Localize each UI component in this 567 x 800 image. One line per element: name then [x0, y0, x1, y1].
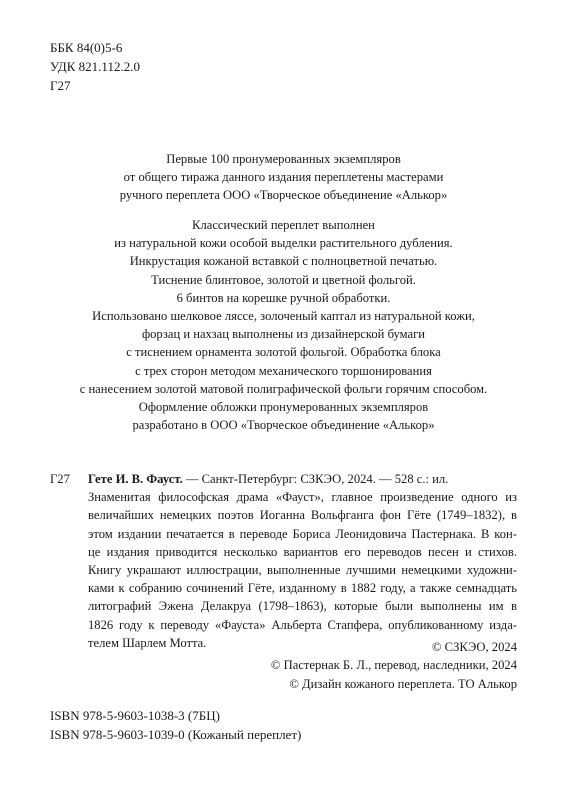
binding-line: Классический переплет выполнен	[192, 218, 375, 232]
binding-line: Использовано шелковое ляссе, золоченый каптал из натуральной кожи,	[92, 309, 475, 324]
annotation-line: це издания приводится несколько вариантов его переводов песен и стихов.	[88, 544, 517, 559]
binding-line: с трех сторон методом механического торшонирования	[135, 363, 432, 378]
annotation-line: Знаменитая философская драма «Фауст», главное произведение одного из	[88, 490, 517, 505]
limited-edition-line: от общего тиража данного издания переплетены мастерами	[123, 170, 444, 185]
record-body	[88, 470, 517, 652]
annotation-line: этом издании печатается в переводе Бориса Леонидовича Пастернака. В кон-	[88, 526, 517, 541]
author-title: Гете И. В. Фауст.	[88, 472, 183, 486]
isbn-line: ISBN 978-5-9603-1038-3 (7БЦ)	[50, 708, 220, 723]
annotation-line: Книгу украшают иллюстрации, выполненные лучшими немецкими художни-	[88, 563, 517, 578]
imprint: — Санкт-Петербург: СЗКЭО, 2024. — 528 с.: ил.	[182, 472, 449, 486]
binding-description	[40, 216, 527, 434]
limited-edition-note	[40, 150, 527, 205]
author-mark: Г27	[50, 78, 71, 93]
binding-line: Тиснение блинтовое, золотой и цветной фольгой.	[151, 272, 416, 287]
isbn-line: ISBN 978-5-9603-1039-0 (Кожаный переплет)	[50, 727, 302, 742]
classification-codes	[50, 38, 140, 95]
binding-line: 6 бинтов на корешке ручной обработки.	[176, 290, 391, 305]
copyright-block	[271, 638, 517, 693]
annotation-line: телем Шарлем Мотта.	[88, 635, 207, 650]
binding-line: форзац и нахзац выполнены из дизайнерской бумаги	[141, 327, 426, 342]
bbk-code: ББК 84(0)5-6	[50, 40, 123, 55]
annotation-line: 1826 году к переводу «Фауста» Альберта Стапфера, опубликованному изда-	[88, 617, 517, 632]
record-index: Г27	[50, 472, 70, 486]
annotation-line: ками к собранию сочинений Гёте, изданному в 1882 году, а также семнадцать	[88, 581, 517, 596]
binding-line: с тиснением орнамента золотой фольгой. Обработка блока	[126, 345, 441, 360]
binding-line: Инкрустация кожаной вставкой с полноцветной печатью.	[129, 254, 438, 269]
limited-edition-line: Первые 100 пронумерованных экземпляров	[166, 152, 401, 166]
record-heading	[88, 470, 517, 488]
copyright-line: © СЗКЭО, 2024	[431, 640, 517, 654]
binding-line: с нанесением золотой матовой полиграфической фольги горячим способом.	[79, 381, 488, 396]
binding-line: Оформление обложки пронумерованных экземпляров	[138, 400, 429, 415]
copyright-line: © Дизайн кожаного переплета. ТО Алькор	[289, 676, 517, 691]
annotation-line: величайших немецких поэтов Иоганна Вольфганга фон Гёте (1749–1832), в	[88, 508, 517, 523]
copyright-line: © Пастернак Б. Л., перевод, наследники, 2024	[270, 658, 517, 673]
annotation-line: литографий Эжена Делакруа (1798–1863), которые были выполнены им в	[88, 599, 517, 614]
binding-line: из натуральной кожи особой выделки растительного дубления.	[114, 236, 453, 251]
isbn-block	[50, 706, 301, 744]
udk-code: УДК 821.112.2.0	[50, 59, 140, 74]
binding-line: разработано в ООО «Творческое объединение «Алькор»	[132, 418, 435, 433]
limited-edition-line: ручного переплета ООО «Творческое объединение «Алькор»	[119, 188, 448, 203]
